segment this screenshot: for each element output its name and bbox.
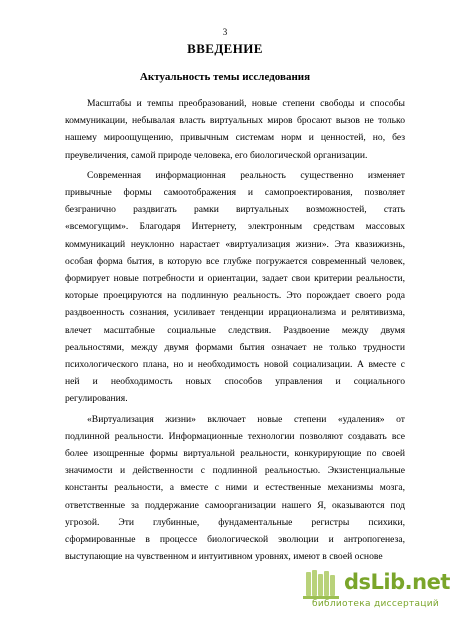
text-line: константы реальности, а вместе с ними и естественные механизмы мозга,	[65, 482, 405, 494]
text-line: «всемогущим». Благодаря Интернету, электронным средствам массовых	[65, 221, 405, 233]
text-line: ответственные за поддержание самоорганизации нашего Я, оказываются под	[65, 499, 405, 511]
page-number: 3	[222, 27, 228, 37]
paragraph	[65, 95, 405, 164]
watermark-name: dsLib.net	[344, 570, 450, 594]
text-line: сформированные в процессе биологической эволюции и антропогенеза,	[65, 534, 405, 546]
document-body	[65, 95, 405, 568]
text-line: особая форма бытия, в которую все глубже погружается современный человек,	[65, 255, 405, 267]
text-line: нашему мироощущению, привычным системам норм и ценностей, но, без	[65, 132, 405, 144]
text-line: Современная информационная реальность существенно изменяет	[87, 169, 405, 181]
page-title: ВВЕДЕНИЕ	[187, 41, 263, 56]
text-line: коммуникаций неуклонно нарастает «виртуализация жизни». Эта квазижизнь,	[65, 238, 405, 250]
text-line: Масштабы и темпы преобразований, новые степени свободы и способы	[87, 98, 405, 109]
paragraph	[65, 411, 405, 566]
text-line: психологического плана, но и необходимость новой социализации. А вместе с	[65, 359, 405, 371]
text-line: ней и необходимость новых способов управления и социального	[65, 376, 405, 388]
text-line: «Виртуализация жизни» включает новые степени «удаления» от	[87, 413, 405, 425]
text-line: преувеличения, самой природе человека, его биологической организации.	[65, 149, 368, 161]
text-line: коммуникации, небывалая власть виртуальных миров бросают вызов не только	[65, 115, 405, 127]
text-line: раздвоенность сознания, усиливает тенденции иррационализма и релятивизма,	[65, 307, 405, 319]
text-line: которые проецируются на подлинную реальность. Это порождает своего рода	[65, 290, 405, 302]
text-line: регулирования.	[65, 393, 128, 405]
text-line: формирует новые потребности и ориентации, задает свои критерии реальности,	[65, 273, 405, 285]
dslib-watermark	[300, 566, 450, 616]
watermark-tagline: библиотека диссертаций	[312, 599, 440, 609]
text-line: угрозой. Эти глубинные, фундаментальные регистры психики,	[65, 516, 405, 528]
text-line: значимости и действенности с подлинной реальностью. Экзистенциальные	[65, 465, 405, 477]
text-line: выступающие на чувственном и интуитивном уровнях, имеют в своей основе	[65, 551, 383, 563]
section-subtitle: Актуальность темы исследования	[139, 71, 311, 83]
text-line: привычные формы самоотображения и самопроектирования, позволяет	[65, 187, 405, 199]
text-line: влечет масштабные социальные следствия. Раздвоение между двумя	[65, 324, 405, 336]
text-line: реальностями, между двумя формами бытия означает не только трудности	[65, 341, 405, 353]
paragraph	[65, 167, 405, 408]
text-line: безгранично раздвигать рамки виртуальных возможностей, стать	[65, 204, 405, 216]
text-line: подлинной реальности. Информационные технологии позволяют создавать все	[65, 430, 405, 442]
text-line: более изощренные формы виртуальной реальности, конкурирующие по своей	[65, 448, 405, 460]
